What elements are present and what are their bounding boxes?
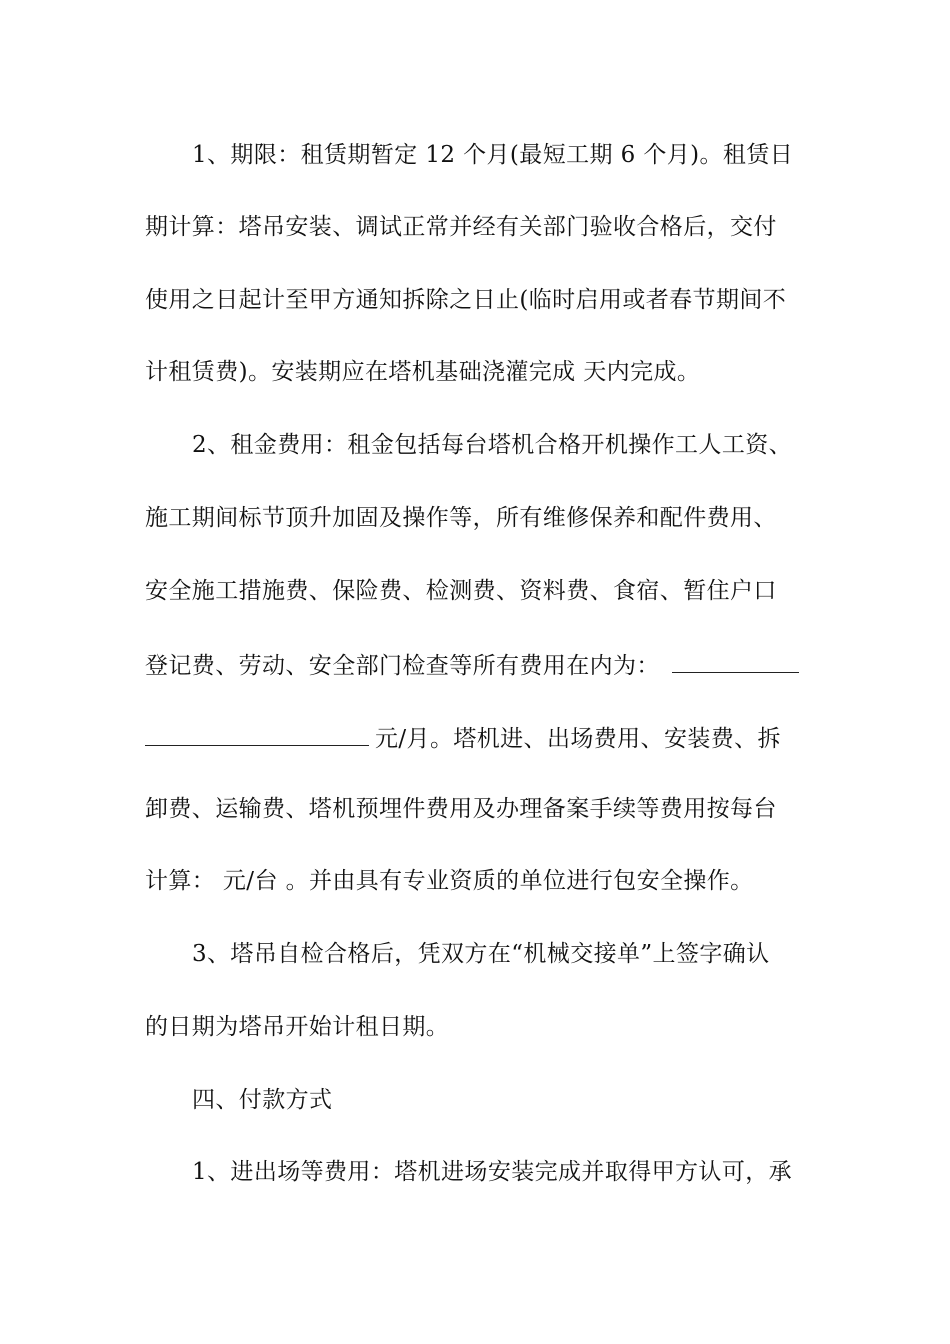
clause-1-line-1: 1、期限：租赁期暂定 12 个月(最短工期 6 个月)。租赁日 — [192, 142, 794, 168]
clause-1-line-3: 使用之日起计至甲方通知拆除之日止(临时启用或者春节期间不 — [145, 287, 787, 313]
clause-2-line-3: 安全施工措施费、保险费、检测费、资料费、食宿、暂住户口 — [145, 578, 777, 604]
fee-blank-field-continued[interactable] — [145, 721, 369, 746]
fee-blank-field[interactable] — [672, 648, 799, 673]
clause-3-line-2: 的日期为塔吊开始计租日期。 — [145, 1014, 450, 1040]
clause-1-line-2: 期计算：塔吊安装、调试正常并经有关部门验收合格后，交付 — [145, 214, 777, 240]
clause-2-line-2: 施工期间标节顶升加固及操作等，所有维修保养和配件费用、 — [145, 505, 777, 531]
payment-clause-1-line-1: 1、进出场等费用：塔机进场安装完成并取得甲方认可，承 — [192, 1159, 793, 1185]
clause-2-line-4-text: 登记费、劳动、安全部门检查等所有费用在内为： — [145, 653, 660, 679]
clause-2-line-1: 2、租金费用：租金包括每台塔机合格开机操作工人工资、 — [192, 432, 793, 458]
clause-2-line-5-text: 元/月。塔机进、出场费用、安装费、拆 — [375, 726, 781, 752]
clause-2-line-7: 计算： 元/台 。并由具有专业资质的单位进行包安全操作。 — [145, 868, 754, 894]
clause-3-line-1: 3、塔吊自检合格后，凭双方在“机械交接单”上签字确认 — [192, 941, 770, 967]
section-heading-payment: 四、付款方式 — [192, 1087, 333, 1113]
clause-2-line-5 — [145, 721, 825, 754]
clause-2-line-6: 卸费、运输费、塔机预埋件费用及办理备案手续等费用按每台 — [145, 796, 777, 822]
clause-2-line-4 — [145, 648, 825, 681]
clause-1-line-4: 计租赁费)。安装期应在塔机基础浇灌完成 天内完成。 — [145, 359, 701, 385]
